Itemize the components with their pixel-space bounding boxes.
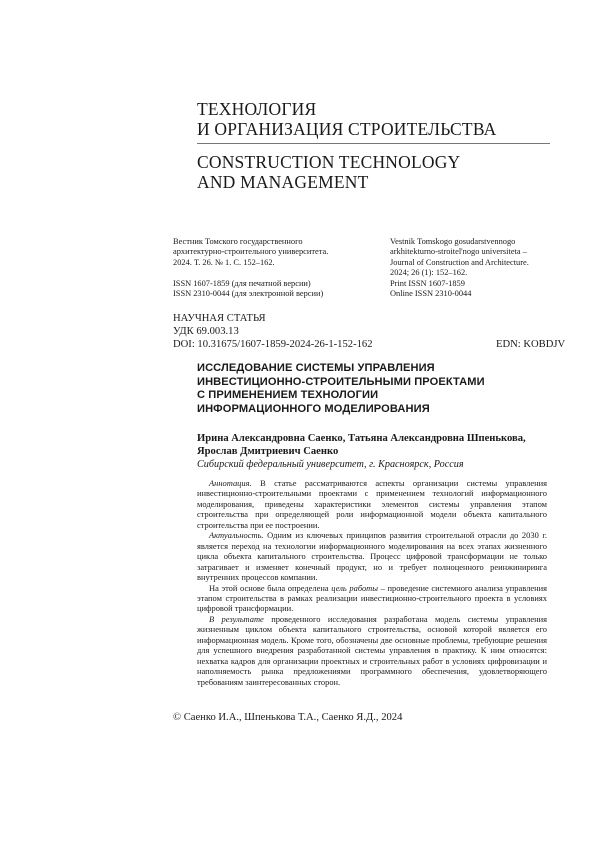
abstract (197, 478, 547, 687)
goal-text-before: На этой основе была определена (209, 582, 332, 593)
section-heading-ru-line1: ТЕХНОЛОГИЯ (197, 99, 317, 119)
issn-online-ru: ISSN 2310-0044 (для электронной версии) (173, 289, 324, 299)
results-paragraph (197, 614, 547, 687)
citation-en-line3: Journal of Construction and Architecture. (390, 257, 529, 267)
section-heading-en-line2: AND MANAGEMENT (197, 172, 369, 192)
udk: УДК 69.003.13 (173, 326, 239, 337)
relevance-label: Актуальность. (209, 530, 264, 541)
affiliation: Сибирский федеральный университет, г. Красноярск, Россия (197, 459, 464, 470)
article-meta (173, 312, 373, 351)
citation-en-line4: 2024; 26 (1): 152–162. (390, 268, 468, 278)
issn-print-ru: ISSN 1607-1859 (для печатной версии) (173, 278, 311, 288)
authors (197, 433, 547, 459)
article-title-line3: С ПРИМЕНЕНИЕМ ТЕХНОЛОГИИ (197, 389, 379, 402)
section-divider (197, 143, 550, 144)
article-title-line1: ИССЛЕДОВАНИЕ СИСТЕМЫ УПРАВЛЕНИЯ (197, 362, 435, 374)
abstract-text: В статье рассматриваются аспекты организации системы управления инвестиционно-строительными проектами с применением технологий информационного моделирования, приведены характеристики элементов системы управления этапом строительства при определяющей роли информационной модели объекта капитального строительства при ее построении. (197, 478, 547, 530)
citation-en-line1: Vestnik Tomskogo gosudarstvennogo (390, 237, 516, 246)
section-heading-en (197, 152, 460, 192)
article-type: НАУЧНАЯ СТАТЬЯ (173, 313, 266, 324)
copyright: © Саенко И.А., Шпенькова Т.А., Саенко Я.Д., 2024 (173, 712, 403, 723)
goal-label: цель работы (331, 582, 378, 593)
abstract-label: Аннотация. (209, 478, 252, 488)
authors-line1: Ирина Александровна Саенко, Татьяна Александровна Шпенькова, (197, 433, 526, 444)
abstract-paragraph (197, 478, 547, 530)
results-text: проведенного исследования разработана модель системы управления жизненным циклом объекта капитального строительства, основой которой является его информационная модель. Кроме того, обозначены две основные проблемы, требующие решения для успешного внедрения разработанной системы управления в практику. К ним относятся: нехватка кадров для организации проектных и строительных работ в условиях цифровизации и наполняемость рынка предложениями программного обеспечения, удовлетворяющего требованиям заинтересованных сторон. (197, 613, 548, 687)
citation-en-line2: arkhitekturno-stroitel'nogo universiteta – (390, 247, 527, 257)
citation-en (390, 237, 560, 299)
article-title-line4: ИНФОРМАЦИОННОГО МОДЕЛИРОВАНИЯ (197, 402, 430, 415)
citation-ru-line1: Вестник Томского государственного (173, 237, 303, 246)
citation-ru-line3: 2024. Т. 26. № 1. С. 152–162. (173, 257, 275, 267)
citation-ru (173, 237, 378, 300)
section-heading-ru (197, 99, 496, 139)
issn-online-en: Online ISSN 2310-0044 (390, 289, 472, 299)
citation-ru-line2: архитектурно-строительного университета. (173, 247, 329, 257)
goal-paragraph (197, 583, 547, 614)
doi[interactable]: DOI: 10.31675/1607-1859-2024-26-1-152-162 (173, 339, 373, 350)
results-label: В результате (209, 613, 264, 624)
article-title-line2: ИНВЕСТИЦИОННО-СТРОИТЕЛЬНЫМИ ПРОЕКТАМИ (197, 375, 485, 388)
edn: EDN: KOBDJV (496, 339, 566, 350)
relevance-text: Одним из ключевых принципов развития строительной отрасли до 2030 г. является переход на технологии информационного моделирования на всех этапах жизненного цикла объекта капитального строительства. Процесс цифровой трансформации не только затрагивает и изменяет конечный продукт, но и требует полноценного реинжиниринга внутренних процессов компании. (197, 530, 547, 583)
relevance-paragraph (197, 530, 547, 582)
section-heading-ru-line2: И ОРГАНИЗАЦИЯ СТРОИТЕЛЬСТВА (197, 119, 497, 139)
goal-text-after: – проведение системного анализа управления этапом строительства в рамках реализации инвестиционно-строительного проекта в условиях цифровой трансформации. (197, 582, 547, 614)
issn-print-en: Print ISSN 1607-1859 (390, 278, 465, 288)
section-heading-en-line1: CONSTRUCTION TECHNOLOGY (197, 152, 461, 172)
authors-line2: Ярослав Дмитриевич Саенко (197, 445, 339, 457)
article-title (197, 362, 547, 416)
